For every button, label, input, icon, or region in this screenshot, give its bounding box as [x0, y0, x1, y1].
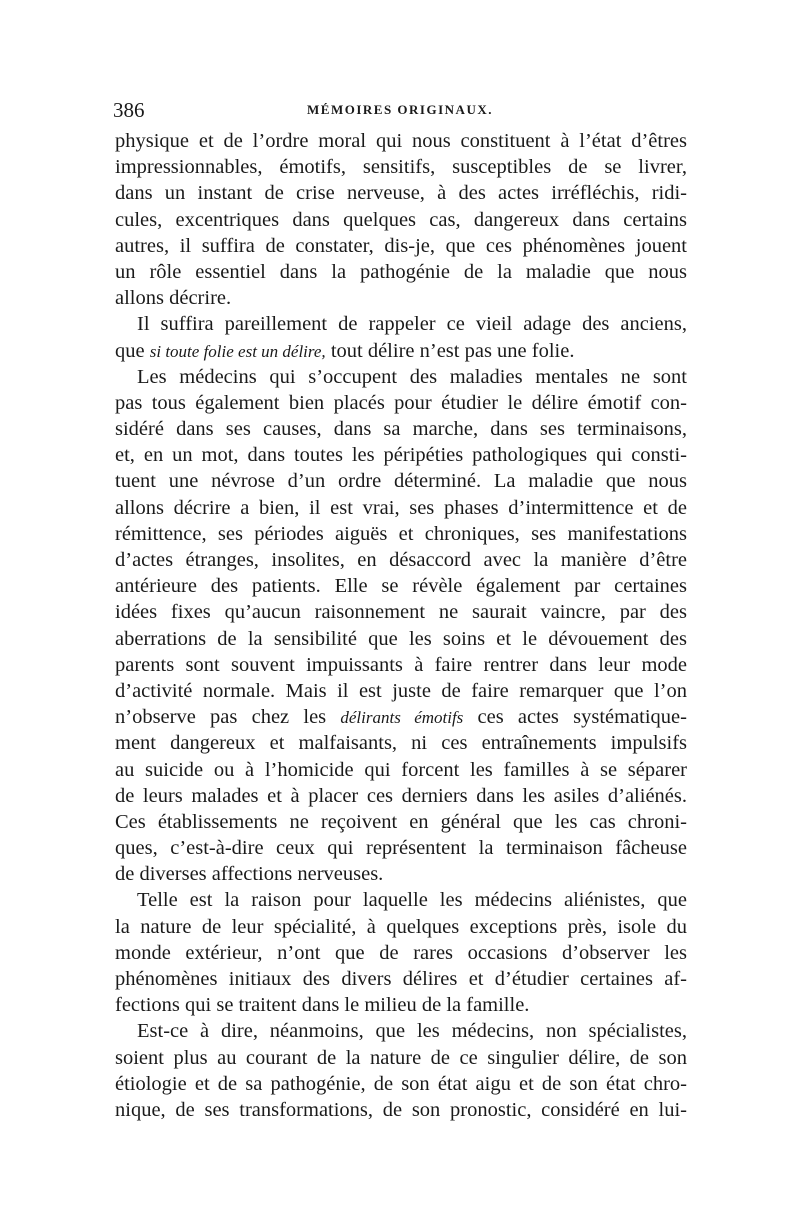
text-line: Est-ce à dire, néanmoins, que les médecins, non spécialistes, — [137, 1020, 687, 1043]
text-line: monde extérieur, n’ont que de rares occasions d’observer les — [115, 941, 687, 964]
text-line: d’activité normale. Mais il est juste de faire remarquer que l’on — [115, 679, 687, 702]
italic-quote: si toute folie est un délire, — [149, 341, 326, 361]
text-line: nique, de ses transformations, de son pronostic, considéré en lui- — [115, 1098, 687, 1121]
text-line: tuent une névrose d’un ordre déterminé. La maladie que nous — [115, 470, 687, 493]
text-line: un rôle essentiel dans la pathogénie de la maladie que nous — [115, 260, 687, 283]
paragraph-2 — [115, 311, 687, 363]
text-line: de diverses affections nerveuses. — [115, 863, 384, 886]
text-line: autres, il suffira de constater, dis-je, que ces phénomènes jouent — [115, 234, 687, 257]
text-line: rémittence, ses périodes aiguës et chroniques, ses manifestations — [115, 522, 687, 545]
text-line: au suicide ou à l’homicide qui forcent les familles à se séparer — [115, 758, 687, 781]
text-line: ques, c’est-à-dire ceux qui représentent la terminaison fâcheuse — [115, 837, 687, 860]
text-run: que — [115, 339, 150, 362]
text-line: de leurs malades et à placer ces derniers dans les asiles d’aliénés. — [115, 784, 687, 807]
text-run: tout délire n’est pas une folie. — [325, 339, 575, 362]
text-line: cules, excentriques dans quelques cas, dangereux dans certains — [115, 208, 687, 231]
text-line-with-italic — [115, 704, 687, 730]
text-line: Telle est la raison pour laquelle les médecins aliénistes, que — [137, 889, 687, 912]
text-line: fections qui se traitent dans le milieu de la famille. — [115, 994, 530, 1017]
text-line: ment dangereux et malfaisants, ni ces entraînements impulsifs — [115, 732, 687, 755]
text-line: parents sont souvent impuissants à faire rentrer dans leur mode — [115, 653, 687, 676]
paragraph-3 — [115, 364, 687, 888]
body-text — [115, 128, 687, 1123]
text-line: allons décrire a bien, il est vrai, ses phases d’intermittence et de — [115, 496, 687, 519]
paragraph-4 — [115, 887, 687, 1018]
running-head: MÉMOIRES ORIGINAUX. — [307, 102, 493, 117]
text-line: Il suffira pareillement de rappeler ce vieil adage des anciens, — [137, 313, 687, 336]
text-line: soient plus au courant de la nature de ce singulier délire, de son — [115, 1046, 687, 1069]
text-line: d’actes étranges, insolites, en désaccord avec la manière d’être — [115, 549, 687, 571]
text-line: Ces établissements ne reçoivent en général que les cas chroni- — [115, 810, 687, 833]
page-header — [113, 98, 687, 128]
text-line: la nature de leur spécialité, à quelques exceptions près, isole du — [115, 915, 687, 938]
text-line: phénomènes initiaux des divers délires et d’étudier certaines af- — [115, 968, 687, 990]
text-line: pas tous également bien placés pour étudier le délire émotif con- — [115, 391, 687, 414]
paragraph-5 — [115, 1018, 687, 1123]
text-line: impressionnables, émotifs, sensitifs, susceptibles de se livrer, — [115, 156, 687, 179]
text-line: physique et de l’ordre moral qui nous constituent à l’état d’êtres — [115, 130, 687, 152]
text-run: ces actes systématique- — [463, 706, 687, 729]
page-number: 386 — [113, 98, 145, 122]
text-line: dans un instant de crise nerveuse, à des actes irréfléchis, ridi- — [115, 182, 687, 205]
paragraph-1 — [115, 128, 687, 311]
italic-term: délirants émotifs — [340, 708, 464, 728]
text-line: aberrations de la sensibilité que les soins et le dévouement des — [115, 627, 687, 650]
text-line: étiologie et de sa pathogénie, de son état aigu et de son état chro- — [115, 1072, 687, 1095]
text-line: et, en un mot, dans toutes les péripéties pathologiques qui consti- — [115, 444, 687, 467]
text-line: antérieure des patients. Elle se révèle également par certaines — [115, 575, 687, 598]
text-line: sidéré dans ses causes, dans sa marche, dans ses terminaisons, — [115, 418, 687, 441]
text-line-with-italic — [115, 338, 687, 364]
text-line: idées fixes qu’aucun raisonnement ne saurait vaincre, par des — [115, 601, 687, 624]
text-run: n’observe pas chez les — [115, 706, 341, 729]
text-line: allons décrire. — [115, 287, 232, 310]
text-line: Les médecins qui s’occupent des maladies mentales ne sont — [137, 365, 687, 388]
